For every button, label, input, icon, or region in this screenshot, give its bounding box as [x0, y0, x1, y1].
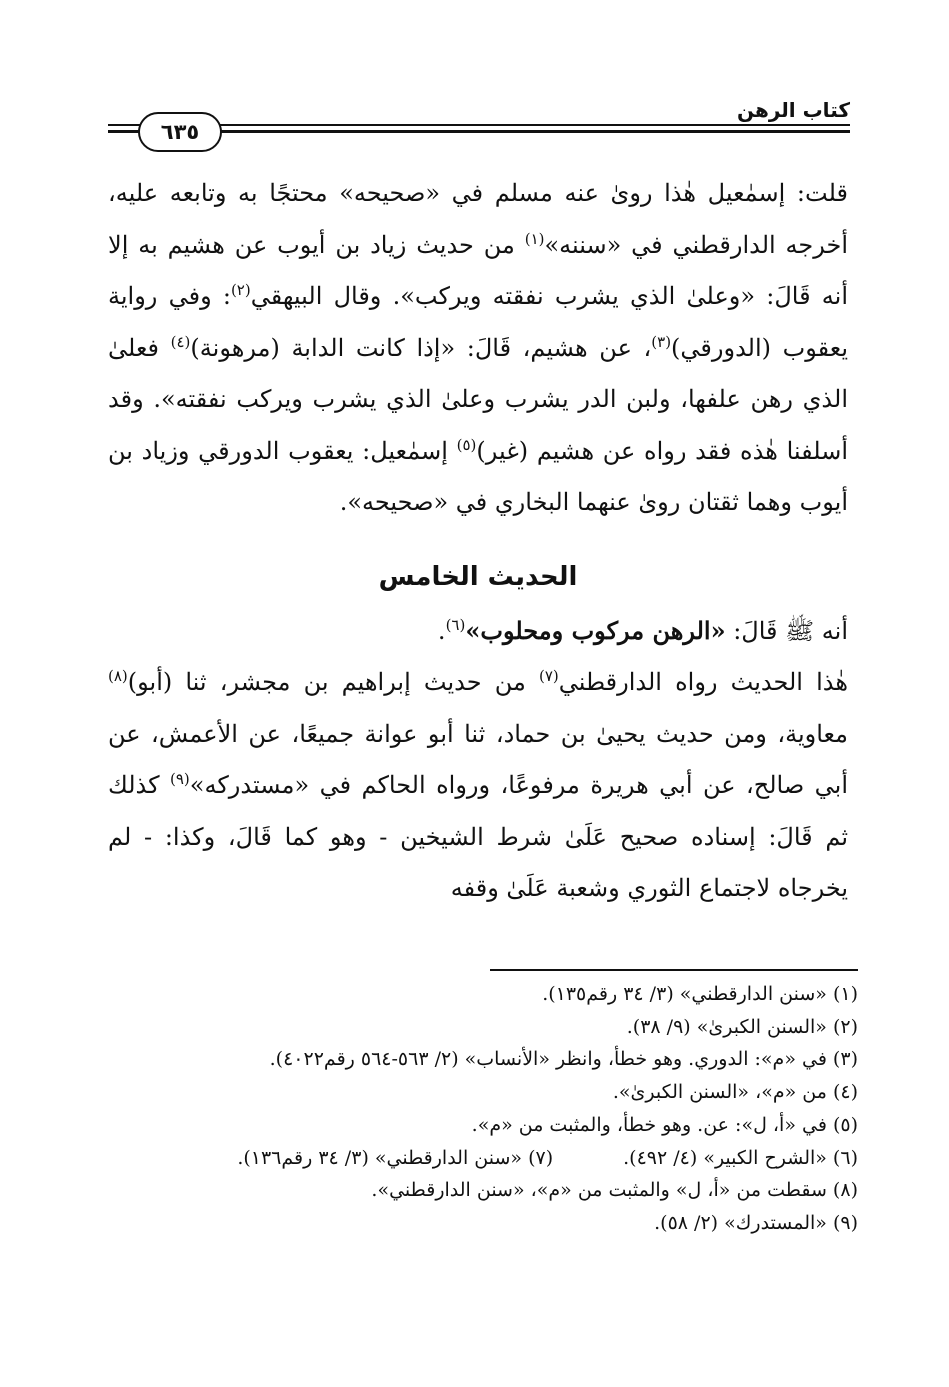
footnote-2: (٢) «السنن الكبرىٰ» (٩/ ٣٨).	[626, 1015, 858, 1038]
footnote-ref-2: (٢)	[230, 281, 251, 299]
footnotes	[98, 978, 858, 1240]
footnote-ref-7: (٧)	[538, 667, 559, 685]
chapter-title: كتاب الرهن	[736, 98, 850, 122]
text-run: هٰذا الحديث رواه الدارقطني	[558, 668, 848, 696]
text-run: من حديث زياد بن أيوب عن هشيم به إلا أنه قَالَ: «وعلىٰ الذي يشرب نفقته ويركب». وقال البيهقي	[108, 230, 848, 310]
footnote-7: (٧) «سنن الدارقطني» (٣/ ٣٤ رقم١٣٦).	[237, 1146, 554, 1169]
footnote-3: (٣) في «م»: الدوري. وهو خطأ، وانظر «الأنساب» (٢/ ٥٦٣-٥٦٤ رقم٤٠٢٢).	[269, 1048, 858, 1071]
footnote-ref-8: (٨)	[108, 667, 128, 685]
main-text	[108, 168, 848, 915]
hadith-text	[108, 605, 848, 658]
footnote-ref-9: (٩)	[170, 770, 190, 788]
text-run: فعلىٰ الذي رهن علفها، ولبن الدر يشرب وعلىٰ الذي يشرب ويركب نفقته». وقد أسلفنا هٰذه فقد رواه عن هشيم (غير)	[108, 333, 848, 465]
text-run: : وفي رواية يعقوب (الدورقي)	[108, 282, 849, 362]
footnote-ref-4: (٤)	[170, 332, 191, 351]
footnote-6: (٦) «الشرح الكبير» (٤/ ٤٩٢).	[623, 1146, 858, 1169]
paragraph-commentary	[108, 168, 848, 529]
footnote-ref-5: (٥)	[456, 435, 477, 454]
hadith-quote: «الرهن مركوب ومحلوب»	[465, 615, 726, 645]
text-run: قلت: إسمٰعيل هٰذا روىٰ عنه مسلم في «صحيحه» محتجًا به وتابعه عليه، أخرجه الدارقطني في «سننه»	[108, 179, 848, 259]
footnote-4: (٤) من «م»، «السنن الكبرىٰ».	[612, 1081, 858, 1104]
text-run: من حديث إبراهيم بن مجشر، ثنا (أبو)	[127, 668, 539, 696]
footnote-9: (٩) «المستدرك» (٢/ ٥٨).	[654, 1211, 858, 1234]
footnote-separator	[490, 969, 858, 971]
paragraph-takhrij	[108, 657, 848, 915]
text-run: كذلك ثم قَالَ: إسناده صحيح عَلَىٰ شرط الشيخين - وهو كما قَالَ، وكذا: - لم يخرجاه لاجتماع الثوري وشعبة عَلَىٰ وقفه	[108, 771, 848, 902]
text-run: ، عن هشيم، قَالَ: «إذا كانت الدابة (مرهونة)	[190, 333, 652, 362]
footnote-ref-1: (١)	[524, 229, 545, 248]
footnote-8: (٨) سقطت من «أ، ل» والمثبت من «م»، «سنن الدارقطني».	[371, 1179, 858, 1202]
page-number: ٦٣٥	[138, 112, 222, 152]
text-run: .	[437, 616, 446, 645]
footnote-5: (٥) في «أ، ل»: عن. وهو خطأ، والمثبت من «م».	[471, 1113, 858, 1136]
footnote-ref-3: (٣)	[651, 332, 672, 351]
footnote-pair	[98, 1142, 858, 1175]
footnote-ref-6: (٦)	[445, 615, 466, 634]
running-header	[108, 98, 850, 158]
section-heading: الحديث الخامس	[378, 561, 578, 592]
footnote-1: (١) «سنن الدارقطني» (٣/ ٣٤ رقم١٣٥).	[542, 983, 858, 1005]
text-run: معاوية، ومن حديث يحيىٰ بن حماد، ثنا أبو عوانة جميعًا، عن الأعمش، عن أبي صالح، عن أبي هريرة مرفوعًا، ورواه الحاكم في «مستدركه»	[108, 719, 848, 799]
text-run: أنه ﷺ قَالَ:	[725, 616, 848, 645]
text-run: إسمٰعيل: يعقوب الدورقي وزياد بن أيوب وهما ثقتان روىٰ عنهما البخاري في «صحيحه».	[108, 436, 848, 516]
